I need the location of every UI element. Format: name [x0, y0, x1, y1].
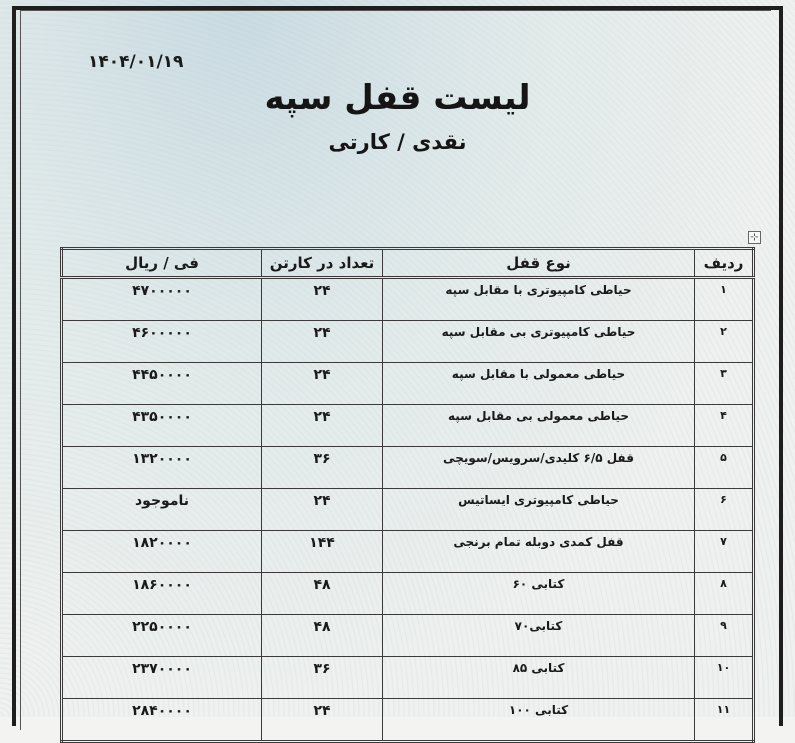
cell-qty: ۲۴	[262, 489, 383, 531]
cell-row-no: ۹	[695, 615, 754, 657]
cell-price: ۲۸۴۰۰۰۰	[62, 699, 262, 742]
cell-qty: ۲۴	[262, 363, 383, 405]
cell-lock-type: کتابی۷۰	[383, 615, 695, 657]
cell-row-no: ۳	[695, 363, 754, 405]
table-row	[62, 615, 754, 657]
cell-row-no: ۸	[695, 573, 754, 615]
cell-qty: ۲۴	[262, 699, 383, 742]
table-row	[62, 363, 754, 405]
cell-lock-type: حیاطی کامپیوتری با مقابل سپه	[383, 278, 695, 321]
cell-price: ۴۴۵۰۰۰۰	[62, 363, 262, 405]
price-table-container	[60, 247, 752, 743]
cell-lock-type: قفل کمدی دوبله تمام برنجی	[383, 531, 695, 573]
cell-row-no: ۴	[695, 405, 754, 447]
cell-lock-type: کتابی ۶۰	[383, 573, 695, 615]
header-lock-type: نوع قفل	[383, 249, 695, 278]
cell-lock-type: کتابی ۱۰۰	[383, 699, 695, 742]
cell-qty: ۳۶	[262, 447, 383, 489]
table-row	[62, 489, 754, 531]
cell-qty: ۴۸	[262, 573, 383, 615]
document-title: لیست قفل سپه	[264, 78, 531, 118]
table-row	[62, 405, 754, 447]
cell-lock-type: حیاطی معمولی بی مقابل سپه	[383, 405, 695, 447]
cell-qty: ۳۶	[262, 657, 383, 699]
table-row	[62, 278, 754, 321]
table-row	[62, 657, 754, 699]
cell-qty: ۱۴۴	[262, 531, 383, 573]
cell-price: ۱۸۶۰۰۰۰	[62, 573, 262, 615]
table-header-row	[62, 249, 754, 278]
cell-lock-type: کتابی ۸۵	[383, 657, 695, 699]
cell-qty: ۲۴	[262, 278, 383, 321]
cell-price: ۱۸۲۰۰۰۰	[62, 531, 262, 573]
cell-price-unavailable: ناموجود	[62, 489, 262, 531]
cell-price: ۲۳۷۰۰۰۰	[62, 657, 262, 699]
cell-qty: ۴۸	[262, 615, 383, 657]
table-row	[62, 699, 754, 742]
table-move-handle-icon[interactable]: ⊹	[748, 231, 761, 244]
cell-qty: ۲۴	[262, 405, 383, 447]
cell-price: ۴۳۵۰۰۰۰	[62, 405, 262, 447]
table-row	[62, 573, 754, 615]
document-date: ۱۴۰۴/۰۱/۱۹	[88, 52, 184, 72]
cell-row-no: ۱	[695, 278, 754, 321]
cell-lock-type: حیاطی معمولی با مقابل سپه	[383, 363, 695, 405]
cell-price: ۴۶۰۰۰۰۰	[62, 321, 262, 363]
header-row-no: ردیف	[695, 249, 754, 278]
cell-lock-type: حیاطی کامپیوتری بی مقابل سپه	[383, 321, 695, 363]
cell-price: ۱۳۲۰۰۰۰	[62, 447, 262, 489]
cell-price: ۴۷۰۰۰۰۰	[62, 278, 262, 321]
header-price-rial: فی / ریال	[62, 249, 262, 278]
table-row	[62, 447, 754, 489]
table-row	[62, 531, 754, 573]
cell-qty: ۲۴	[262, 321, 383, 363]
cell-row-no: ۱۱	[695, 699, 754, 742]
cell-row-no: ۲	[695, 321, 754, 363]
cell-row-no: ۵	[695, 447, 754, 489]
cell-lock-type: حیاطی کامپیوتری ایساتیس	[383, 489, 695, 531]
header-qty-per-carton: تعداد در کارتن	[262, 249, 383, 278]
price-table	[60, 247, 755, 743]
cell-row-no: ۷	[695, 531, 754, 573]
cell-row-no: ۶	[695, 489, 754, 531]
document-subtitle: نقدی / کارتی	[328, 130, 467, 154]
cell-lock-type: قفل ۶/۵ کلیدی/سرویس/سویچی	[383, 447, 695, 489]
table-row	[62, 321, 754, 363]
cell-row-no: ۱۰	[695, 657, 754, 699]
cell-price: ۲۲۵۰۰۰۰	[62, 615, 262, 657]
